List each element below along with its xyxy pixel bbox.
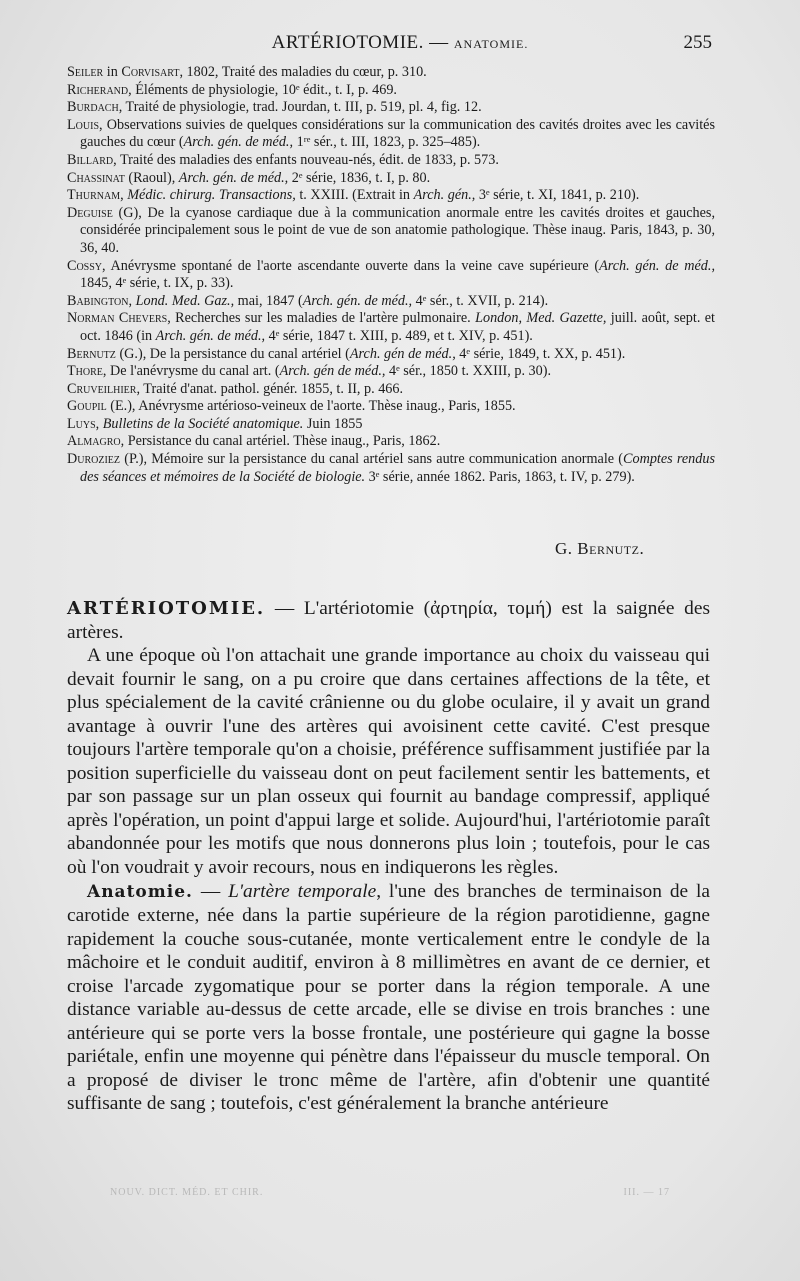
bibliography-entry: [67, 99, 715, 117]
entry-text: (G.), De la persistance du canal artériel (: [115, 345, 350, 362]
entry-journal: Arch. gén de méd.,: [279, 363, 386, 380]
bibliography-entry: [67, 433, 715, 451]
entry-journal: Comptes rendus des séances et mémoires de la Société de biologie.: [80, 451, 715, 485]
entry-journal: Arch. gén de méd.,: [349, 345, 456, 362]
entry-author: Richerand: [67, 81, 129, 98]
entry-text: (E.), Anévrysme artérioso-veineux de l'aorte. Thèse inaug., Paris, 1855.: [106, 398, 516, 415]
header-section: ANATOMIE.: [453, 37, 529, 51]
article-body: [67, 597, 710, 1116]
bibliography-entry: [67, 293, 715, 311]
entry-author: Billard: [67, 151, 114, 168]
header-title: ARTÉRIOTOMIE.: [271, 32, 424, 53]
bibliography-entry: [67, 82, 715, 100]
bibliography-entry: [67, 451, 715, 486]
entry-text: (Raoul),: [124, 169, 179, 186]
bibliography-entry: [67, 310, 715, 345]
entry-author: Chassinat: [67, 169, 125, 186]
entry-rest: Juin 1855: [303, 415, 363, 432]
entry-author: Burdach: [67, 99, 119, 116]
bibliography-entry: [67, 117, 715, 152]
entry-journal: Arch. gén. de méd.,: [183, 134, 294, 151]
page-footer: [110, 1187, 670, 1198]
bibliography-entry: [67, 398, 715, 416]
entry-journal: Bulletins de la Société anatomique.: [102, 415, 304, 432]
entry-journal: Arch. gén. de méd.,: [178, 169, 289, 186]
paragraph-2: [67, 880, 710, 1116]
bibliography-entry: [67, 363, 715, 381]
running-title: [0, 32, 800, 54]
entry-text: (P.), Mémoire sur la persistance du canal artériel sans autre communication anormale (: [120, 451, 624, 468]
entry-rest-2: 4ᵉ sér., t. XVII, p. 214).: [412, 292, 549, 309]
bibliography-entry: [67, 152, 715, 170]
entry-text: , Éléments de physiologie, 10ᵉ édit., t. I, p. 469.: [128, 81, 397, 98]
page-number: 255: [683, 32, 712, 53]
entry-author: Goupil: [67, 398, 107, 415]
bibliography-entry: [67, 416, 715, 434]
entry-author: Duroziez: [67, 451, 121, 468]
entry-text: , Observations suivies de quelques considérations sur la communication des cavités droites avec les cavités gauches du cœur (: [80, 116, 715, 151]
header-dash: —: [429, 32, 449, 53]
paragraph-1: A une époque où l'on attachait une grande importance au choix du vaisseau qui devait fournir le sang, on a pu croire que dans certaines affections de la tête, et plus spécialement de la cavité crânienne ou du globe oculaire, il y avait un grand avantage à ouvrir l'une des artères qui avoisinent cette cavité. C'est presque toujours l'artère temporale qu'on a choisie, préférence suffisamment justifiée par la position superficielle du vaisseau dont on peut facilement sentir les battements, et par son passage sur un plan osseux qui fournit au bandage compressif, appliqué après l'opération, un point d'appui large et solide. Aujourd'hui, l'artériotomie paraît abandonnée pour les motifs que nous donnerons plus loin ; toutefois, pour le cas où l'on voudrait y avoir recours, nous en indiquerons les règles.: [67, 645, 710, 879]
entry-rest-2: 4ᵉ série, 1847 t. XIII, p. 489, et t. XIV, p. 451).: [265, 327, 533, 344]
entry-text: ,: [128, 292, 136, 309]
entry-text: , Traité d'anat. pathol. génér. 1855, t. II, p. 466.: [136, 380, 404, 397]
entry-author-2: Corvisart: [121, 64, 180, 80]
entry-author: Babington: [67, 292, 129, 309]
entry-author: Thurnam: [67, 187, 121, 204]
bibliography-entry: [67, 187, 715, 205]
entry-author: Deguise: [67, 204, 113, 221]
entry-text: , De l'anévrysme du canal art. (: [102, 363, 280, 380]
entry-rest: 1ʳᵉ sér., t. III, 1823, p. 325–485).: [293, 134, 481, 151]
entry-rest: 4ᵉ sér., 1850 t. XXIII, p. 30).: [385, 363, 552, 380]
entry-author: Luys: [67, 415, 96, 432]
entry-rest: 2ᵉ série, 1836, t. I, p. 80.: [288, 169, 431, 186]
entry-journal: Médic. chirurg. Transactions,: [127, 187, 296, 204]
footer-right: III. — 17: [623, 1187, 670, 1198]
entry-author: Cossy: [67, 257, 103, 274]
entry-author: Almagro: [67, 433, 121, 450]
entry-text: , Recherches sur les maladies de l'artère pulmonaire.: [167, 310, 476, 327]
paragraph-2-text: , l'une des branches de terminaison de la carotide externe, née dans la partie supérieure de la région parotidienne, gagne rapidement la couche sous-cutanée, monte verticalement entre le condyle de la mâchoire et le conduit auditif, environ à 8 millimètres en avant de ce dernier, et croise l'arcade zygomatique pour se porter dans la région temporale. A une distance variable au-dessus de cette arcade, elle se divise en trois branches : une antérieure qui se porte vers la bosse frontale, une postérieure qui gagne la bosse pariétale, enfin une moyenne qui pénètre dans l'épaisseur du muscle temporal. On a proposé de diviser le tronc même de l'artère, afin d'obtenir une quantité suffisante de sang ; toutefois, c'est généralement la branche antérieure: [67, 880, 710, 1115]
entry-journal-2: Arch. gén.,: [413, 187, 476, 204]
entry-author: Bernutz: [67, 345, 116, 362]
entry-journal-2: Arch. gén. de méd.,: [302, 292, 413, 309]
signature: G. Bernutz.: [555, 539, 645, 558]
entry-journal-2: Arch. gén. de méd.,: [155, 327, 266, 344]
bibliography: [67, 64, 715, 486]
bibliography-entry: [67, 258, 715, 293]
entry-author: Norman Chevers: [67, 310, 168, 327]
entry-rest: 3ᵉ série, année 1862. Paris, 1863, t. IV, p. 279).: [365, 468, 635, 485]
subheading-italic: L'artère temporale: [228, 880, 377, 902]
entry-text: ,: [95, 415, 103, 432]
entry-journal: London, Med. Gazette,: [475, 310, 607, 327]
entry-journal: Arch. gén. de méd.,: [599, 257, 715, 274]
entry-author: Cruveilhier: [67, 380, 137, 397]
entry-text: , Traité des maladies des enfants nouveau-nés, édit. de 1833, p. 573.: [113, 151, 499, 168]
entry-rest: 4ᵉ série, 1849, t. XX, p. 451).: [455, 345, 626, 362]
bibliography-entry: [67, 170, 715, 188]
entry-text: (G), De la cyanose cardiaque due à la communication anormale entre les cavités droites et gauches, considérée principalement sous le point de vue de son anatomie pathologique. Thèse inaug. Paris, 1843, p. 30, 36, 40.: [80, 204, 715, 256]
entry-author: Seiler: [67, 64, 104, 80]
entry-rest: 1845, 4ᵉ série, t. IX, p. 33).: [80, 275, 234, 292]
entry-text: , Traité de physiologie, trad. Jourdan, t. III, p. 519, pl. 4, fig. 12.: [118, 99, 482, 116]
article-heading: ARTÉRIOTOMIE.: [67, 598, 266, 619]
entry-rest: mai, 1847 (: [234, 292, 303, 309]
footer-left: NOUV. DICT. MÉD. ET CHIR.: [110, 1187, 264, 1198]
entry-text: ,: [120, 187, 128, 204]
bibliography-entry: [67, 64, 715, 82]
bibliography-entry: [67, 205, 715, 258]
entry-text: in: [103, 64, 122, 80]
entry-rest: juill. août, sept. et oct. 1846 (in: [80, 310, 715, 344]
section-subheading: Anatomie.: [87, 881, 193, 902]
entry-text: , Anévrysme spontané de l'aorte ascendante ouverte dans la veine cave supérieure (: [102, 257, 600, 274]
bibliography-entry: [67, 346, 715, 364]
article-intro-text: — L'artériotomie (ἀρτηρία, τομή) est la saignée des artères.: [67, 598, 710, 643]
entry-journal: Lond. Med. Gaz.,: [135, 292, 235, 309]
entry-rest: , 1802, Traité des maladies du cœur, p. 310.: [179, 64, 427, 80]
entry-rest-2: 3ᵉ série, t. XI, 1841, p. 210).: [475, 187, 640, 204]
article-intro: [67, 597, 710, 644]
running-header: [0, 30, 800, 56]
subheading-dash: —: [192, 880, 229, 902]
entry-text: , Persistance du canal artériel. Thèse inaug., Paris, 1862.: [120, 433, 441, 450]
entry-author: Louis: [67, 116, 100, 133]
entry-rest: t. XXIII. (Extrait in: [295, 187, 414, 204]
entry-author: Thore: [67, 363, 103, 380]
bibliography-entry: [67, 381, 715, 399]
